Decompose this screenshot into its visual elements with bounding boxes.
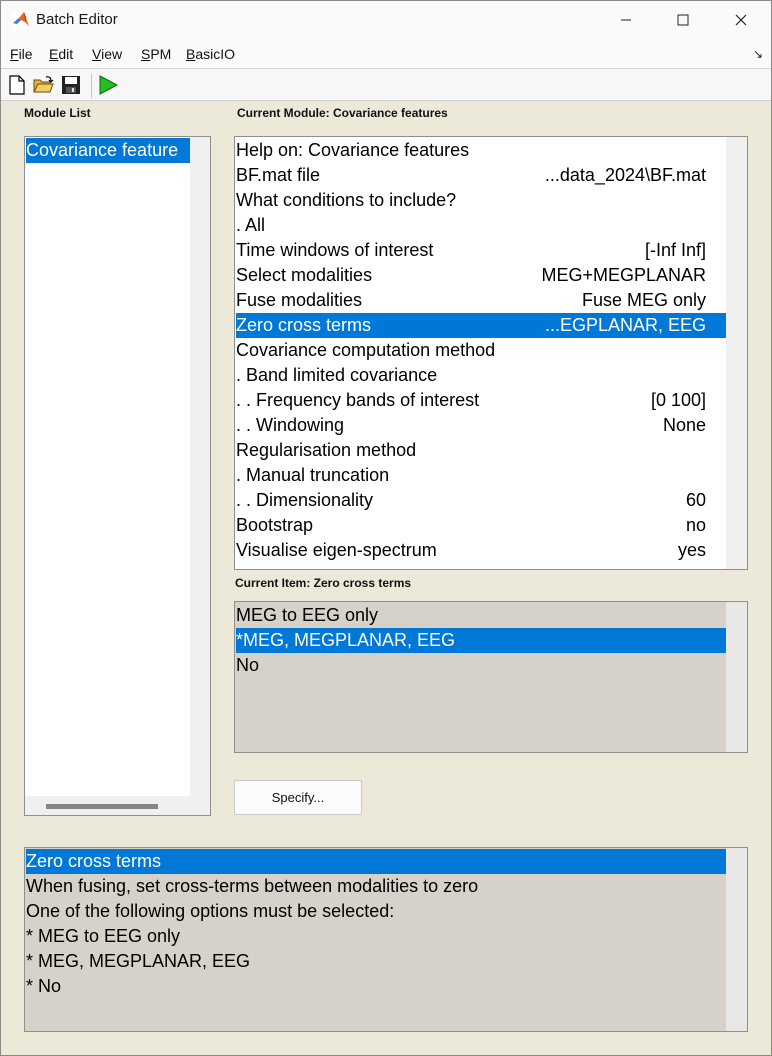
module-row[interactable] (236, 438, 726, 463)
module-list-heading: Module List (24, 106, 91, 120)
module-row-value: None (662, 415, 706, 435)
module-row-label: Covariance computation method (236, 340, 496, 360)
current-module-list[interactable] (234, 136, 748, 570)
dock-arrow-icon[interactable]: ↘ (753, 47, 764, 61)
module-row[interactable] (236, 363, 726, 388)
module-row-label: Select modalities (236, 265, 373, 285)
module-row[interactable] (236, 213, 726, 238)
module-row-label: . Manual truncation (236, 465, 390, 485)
module-row[interactable] (236, 138, 726, 163)
current-item-vscrollbar[interactable] (726, 602, 747, 752)
module-row[interactable] (236, 288, 726, 313)
new-file-icon[interactable] (6, 74, 28, 96)
help-line: * No (26, 976, 62, 996)
toolbar (1, 69, 771, 101)
module-row-label: Regularisation method (236, 440, 417, 460)
module-row-value: Fuse MEG only (581, 290, 706, 310)
menu-basicio[interactable]: BasicIO (186, 46, 236, 62)
module-row-value: no (685, 515, 706, 535)
menu-view[interactable]: View (92, 46, 123, 62)
module-row-label: Visualise eigen-spectrum (236, 540, 437, 560)
menu-edit[interactable]: Edit (49, 46, 74, 62)
help-line: One of the following options must be selected: (26, 901, 395, 921)
module-row[interactable] (236, 388, 726, 413)
module-list-vscrollbar[interactable] (190, 137, 210, 815)
module-row-label: . . Frequency bands of interest (236, 390, 480, 410)
menu-bar (1, 39, 771, 69)
hscroll-thumb[interactable] (46, 804, 158, 809)
menu-file[interactable]: File (10, 46, 33, 62)
help-line: When fusing, set cross-terms between modalities to zero (26, 876, 479, 896)
minimize-button[interactable] (598, 1, 654, 39)
module-row-value: [-Inf Inf] (644, 240, 706, 260)
toolbar-separator (91, 74, 92, 98)
current-item-heading: Current Item: Zero cross terms (235, 576, 412, 590)
module-row-label: . Band limited covariance (236, 365, 438, 385)
specify-button[interactable]: Specify... (234, 780, 362, 815)
current-item-list[interactable] (234, 601, 748, 753)
help-line: * MEG to EEG only (26, 926, 181, 946)
module-row-value: MEG+MEGPLANAR (541, 265, 706, 285)
module-row-label: Time windows of interest (236, 240, 434, 260)
maximize-button[interactable] (655, 1, 711, 39)
module-row-label: . . Windowing (236, 415, 345, 435)
module-row-label: What conditions to include? (236, 190, 457, 210)
module-row-label: BF.mat file (236, 165, 321, 185)
module-row[interactable] (236, 263, 726, 288)
help-vscrollbar[interactable] (726, 848, 747, 1031)
minimize-icon (620, 14, 632, 26)
module-row-label: Fuse modalities (236, 290, 363, 310)
module-row-value: ...EGPLANAR, EEG (544, 315, 706, 335)
option-item-selected[interactable]: *MEG, MEGPLANAR, EEG (236, 628, 726, 653)
maximize-icon (677, 14, 689, 26)
module-list-hscrollbar[interactable] (25, 796, 210, 815)
module-row-value: ...data_2024\BF.mat (544, 165, 706, 185)
module-list-item[interactable]: Covariance feature (26, 138, 191, 163)
help-line: * MEG, MEGPLANAR, EEG (26, 951, 251, 971)
current-module-vscrollbar[interactable] (726, 137, 747, 569)
close-icon (735, 14, 747, 26)
module-list[interactable] (24, 136, 211, 816)
option-item[interactable]: MEG to EEG only (236, 605, 379, 625)
close-button[interactable] (713, 1, 769, 39)
matlab-logo-icon (12, 11, 30, 29)
module-row[interactable] (236, 238, 726, 263)
module-row[interactable] (236, 338, 726, 363)
title-bar[interactable] (1, 1, 771, 39)
module-row-label: Bootstrap (236, 515, 314, 535)
run-icon[interactable] (97, 74, 119, 96)
module-row-label: . All (236, 215, 266, 235)
module-row[interactable] (236, 163, 726, 188)
open-folder-icon[interactable] (32, 74, 54, 96)
menu-spm[interactable]: SPM (141, 46, 172, 62)
help-panel[interactable] (24, 847, 748, 1032)
module-row-label: Zero cross terms (236, 315, 372, 335)
module-row[interactable] (236, 463, 726, 488)
module-row[interactable] (236, 538, 726, 563)
module-row-value: yes (677, 540, 706, 560)
module-row[interactable] (236, 513, 726, 538)
current-module-heading: Current Module: Covariance features (237, 106, 448, 120)
module-row[interactable] (236, 488, 726, 513)
module-row-value: 60 (685, 490, 706, 510)
module-row-selected[interactable] (236, 313, 726, 338)
save-icon[interactable] (60, 74, 82, 96)
module-row-value: [0 100] (650, 390, 706, 410)
module-row-label: . . Dimensionality (236, 490, 374, 510)
option-item[interactable]: No (236, 655, 260, 675)
window-title: Batch Editor (36, 11, 118, 28)
module-row[interactable] (236, 188, 726, 213)
module-row[interactable] (236, 413, 726, 438)
module-row-label: Help on: Covariance features (236, 140, 470, 160)
help-title: Zero cross terms (26, 849, 726, 874)
